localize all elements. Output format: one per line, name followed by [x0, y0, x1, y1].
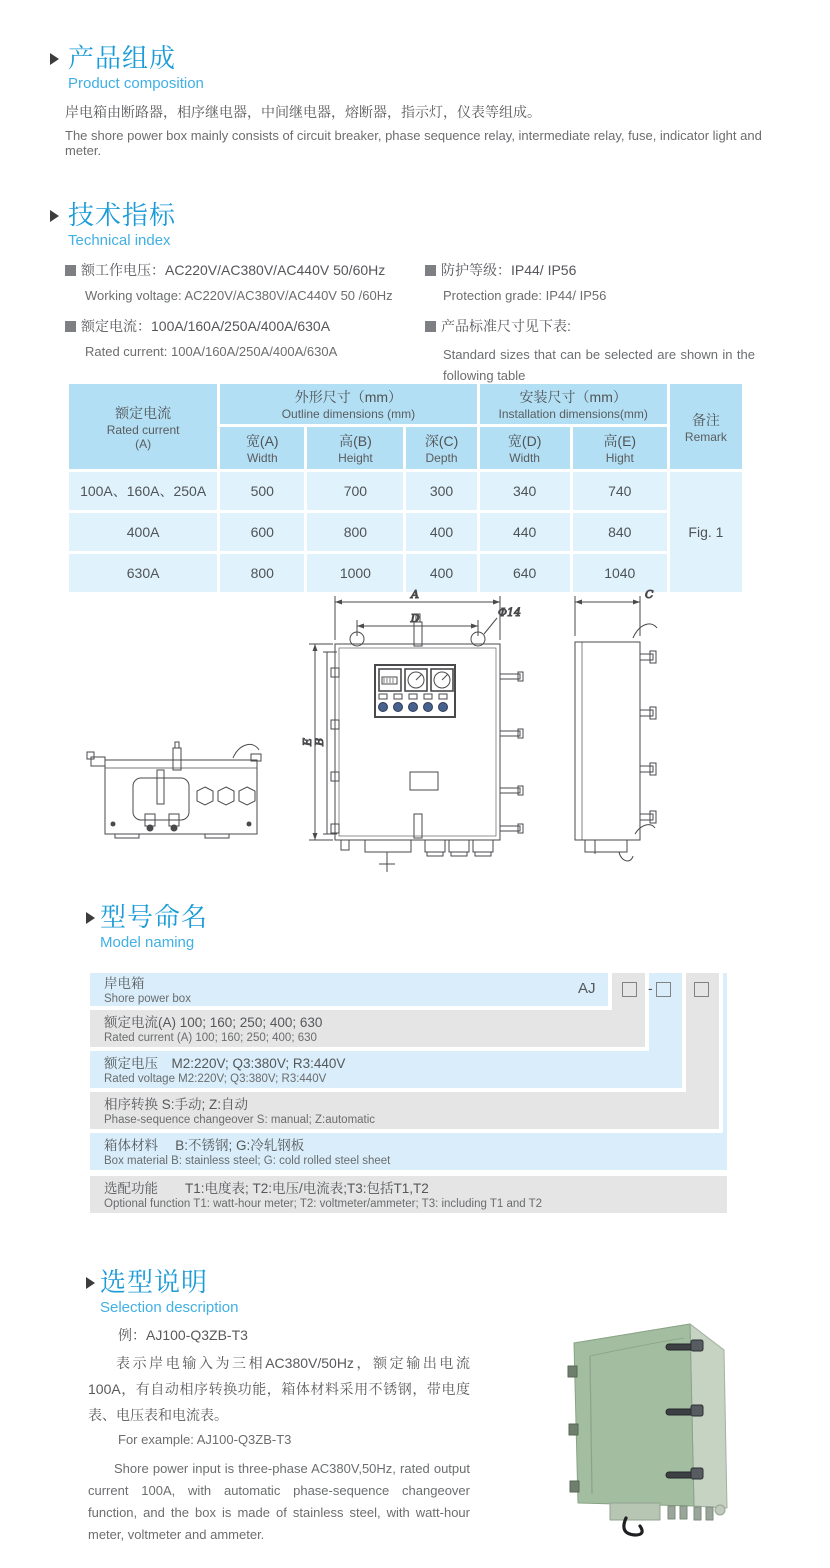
- naming-row: 选配功能 T1:电度表; T2:电压/电流表;T3:包括T1,T2 Optional function T1: watt-hour meter; T2: voltmeter/ammeter; T3: including T1 and T2: [90, 1176, 727, 1213]
- spec-item-en: Working voltage: AC220V/AC380V/AC440V 50 /60Hz: [85, 288, 393, 303]
- section-subtitle: Product composition: [68, 75, 204, 92]
- cell-height: 1000: [307, 554, 403, 592]
- header-depth-c: 深(C) Depth: [406, 427, 476, 469]
- section-technical-header: [68, 201, 176, 249]
- bullet-square-icon: [65, 265, 76, 276]
- product-photo: [552, 1298, 818, 1564]
- naming-row: 岸电箱 Shore power box: [90, 973, 608, 1006]
- composition-text-zh: 岸电箱由断路器，相序继电器，中间继电器，熔断器，指示灯，仪表等组成。: [65, 104, 541, 120]
- cell-current: 100A、160A、250A: [69, 472, 217, 510]
- table-header-row: [69, 384, 742, 424]
- selection-example-en: For example: AJ100-Q3ZB-T3: [118, 1432, 292, 1447]
- latch-icons: [500, 672, 523, 833]
- section-title: 选型说明: [100, 1267, 209, 1297]
- bullet-square-icon: [65, 321, 76, 332]
- section-arrow-icon: [86, 912, 95, 924]
- cell-install-height: 1040: [573, 554, 667, 592]
- selection-desc-zh: 表示岸电输入为三相AC380V/50Hz，额定输出电流100A，有自动相序转换功能，箱体材料采用不锈钢，带电度表、电压表和电流表。: [88, 1355, 470, 1423]
- header-height-e: 高(E) Hight: [573, 427, 667, 469]
- section-arrow-icon: [86, 1277, 95, 1289]
- cell-install-width: 640: [480, 554, 570, 592]
- header-height-b: 高(B) Height: [307, 427, 403, 469]
- header-width-d: 宽(D) Width: [480, 427, 570, 469]
- naming-row: 箱体材料 B:不锈钢; G:冷轧钢板 Box material B: stainless steel; G: cold rolled steel sheet: [90, 1133, 727, 1170]
- cell-height: 700: [307, 472, 403, 510]
- selection-desc-en: Shore power input is three-phase AC380V,50Hz, rated output current 100A, with automatic phase-sequence changeover function, and the box is made of stainless steel, with watt-hour meter, voltmeter and ammeter.: [88, 1461, 470, 1542]
- header-outline-group: 外形尺寸（mm） Outline dimensions (mm): [220, 384, 476, 424]
- side-view: [575, 588, 657, 861]
- cell-height: 800: [307, 513, 403, 551]
- section-title: 型号命名: [100, 902, 209, 932]
- section-naming-header: [100, 903, 208, 951]
- cell-depth: 400: [406, 554, 476, 592]
- bullet-square-icon: [425, 265, 436, 276]
- section-subtitle: Model naming: [100, 934, 195, 951]
- model-prefix: AJ: [578, 980, 596, 997]
- cell-remark: Fig. 1: [670, 472, 742, 592]
- svg-text:B: B: [313, 737, 326, 747]
- cell-depth: 400: [406, 513, 476, 551]
- bullet-square-icon: [425, 321, 436, 332]
- section-subtitle: Selection description: [100, 1299, 239, 1316]
- naming-row: 额定电流(A) 100; 160; 250; 400; 630 Rated current (A) 100; 160; 250; 400; 630: [90, 1010, 645, 1047]
- table-row: [69, 472, 742, 510]
- naming-row: 额定电压 M2:220V; Q3:380V; R3:440V Rated voltage M2:220V; Q3:380V; R3:440V: [90, 1051, 682, 1088]
- cell-current: 630A: [69, 554, 217, 592]
- section-selection-header: [100, 1268, 238, 1316]
- cable-glands: [668, 1505, 725, 1520]
- spec-item: 防护等级：IP44/ IP56: [425, 260, 576, 280]
- spec-item-en: Standard sizes that can be selected are shown in the following table: [443, 347, 755, 383]
- model-naming-diagram: [90, 973, 727, 1213]
- bottom-view: [87, 742, 261, 838]
- dimension-table: [66, 381, 745, 595]
- table-row: [69, 513, 742, 551]
- section-title: 技术指标: [68, 200, 177, 230]
- naming-arm: [723, 973, 727, 1133]
- svg-text:C: C: [645, 588, 654, 601]
- section-composition-header: [68, 44, 204, 92]
- svg-text:Φ14: Φ14: [498, 606, 522, 619]
- header-install-group: 安装尺寸（mm） Installation dimensions(mm): [480, 384, 667, 424]
- model-code-box: [622, 982, 637, 997]
- section-subtitle: Technical index: [68, 232, 171, 249]
- meter-panel: [375, 665, 455, 717]
- model-code-box: [694, 982, 709, 997]
- cell-install-height: 840: [573, 513, 667, 551]
- spec-item-en: Rated current: 100A/160A/250A/400A/630A: [85, 344, 338, 359]
- cell-width: 800: [220, 554, 304, 592]
- model-code-box: [656, 982, 671, 997]
- selection-example-zh: 例：AJ100-Q3ZB-T3: [118, 1327, 248, 1343]
- clamp-icons: [640, 651, 656, 823]
- header-rated-current: 额定电流 Rated current (A): [69, 384, 217, 469]
- cell-current: 400A: [69, 513, 217, 551]
- section-arrow-icon: [50, 53, 59, 65]
- model-code-dash: -: [648, 980, 653, 996]
- cell-width: 500: [220, 472, 304, 510]
- svg-text:A: A: [411, 588, 419, 601]
- cell-depth: 300: [406, 472, 476, 510]
- spec-item: 额定电流：100A/160A/250A/400A/630A: [65, 316, 330, 336]
- cell-install-width: 340: [480, 472, 570, 510]
- header-remark: 备注 Remark: [670, 384, 742, 469]
- front-view: [301, 588, 523, 872]
- cell-install-height: 740: [573, 472, 667, 510]
- section-arrow-icon: [50, 210, 59, 222]
- cell-width: 600: [220, 513, 304, 551]
- spec-item: 额工作电压：AC220V/AC380V/AC440V 50/60Hz: [65, 260, 385, 280]
- header-width-a: 宽(A) Width: [220, 427, 304, 469]
- naming-row: 相序转换 S:手动; Z:自动 Phase-sequence changeover S: manual; Z:automatic: [90, 1092, 719, 1129]
- spec-item: 产品标准尺寸见下表:: [425, 316, 571, 336]
- section-title: 产品组成: [68, 43, 177, 73]
- svg-text:E: E: [301, 737, 314, 747]
- composition-text-en: The shore power box mainly consists of circuit breaker, phase sequence relay, intermediate relay, fuse, indicator light and meter.: [65, 128, 762, 158]
- svg-text:D: D: [410, 612, 420, 625]
- technical-drawing: [85, 582, 705, 882]
- spec-item-en: Protection grade: IP44/ IP56: [443, 288, 607, 303]
- cell-install-width: 440: [480, 513, 570, 551]
